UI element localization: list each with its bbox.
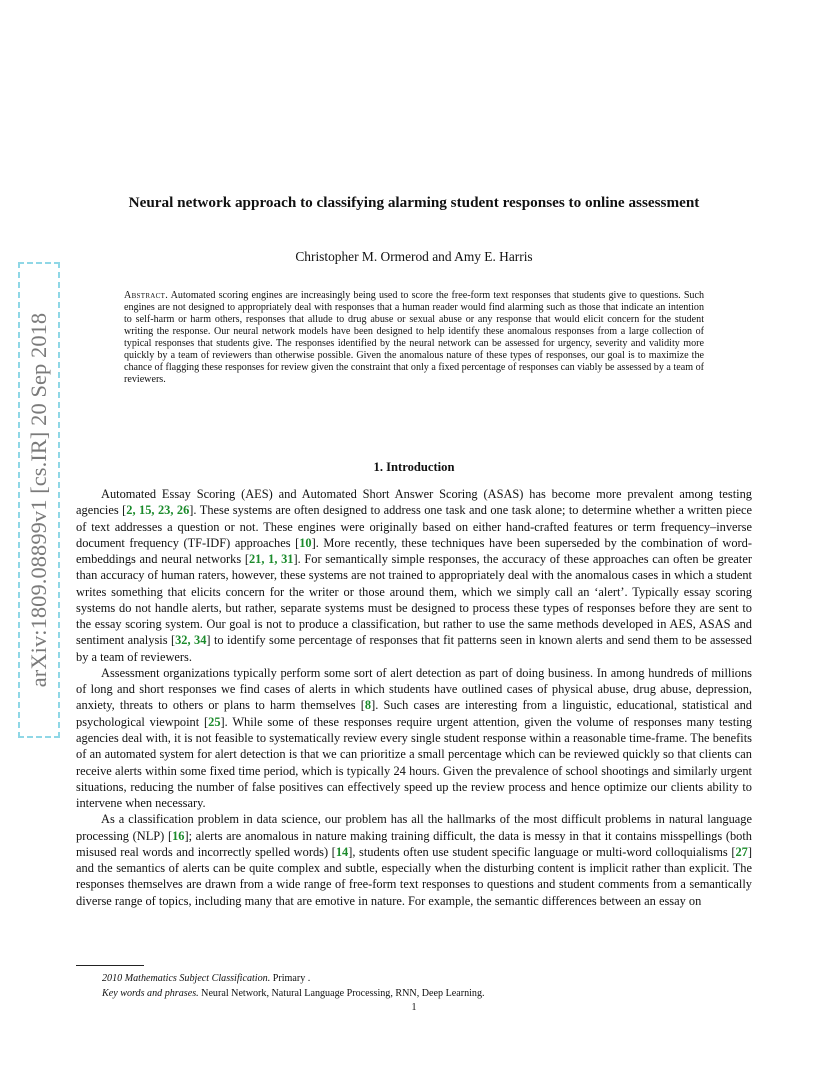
text-run: ]. These systems are often designed to address one task and one task alone; to determine whether a written piece of text addresses a question or not. These engines were originally based on either hand-crafted features or term frequency–inverse document frequency (TF-IDF) approaches [ [76, 503, 752, 550]
abstract-text: Automated scoring engines are increasingly being used to score the free-form text responses that students give to questions. Such engines are not designed to appropriately deal with responses that a human reader would find alarming such as those that indicate an intention to self-harm or harm others, responses that allude to drug abuse or sexual abuse or any response that would elicit concern for the student writing the response. Our neural network models have been designed to help identify these anomalous responses from a large collection of typical responses that students give. The responses identified by the neural network can be assessed for urgency, severity and validity more quickly by a team of reviewers than otherwise possible. Given the anomalous nature of these types of responses, our goal is to maximize the chance of flagging these responses for review given the constraint that only a fixed percentage of responses can viably be assessed by a team of reviewers. [124, 290, 705, 385]
paragraph-3 [76, 811, 752, 909]
text-run: ]. More recently, these techniques have been superseded by the combination of word-embeddings and neural networks [ [76, 535, 752, 567]
msc-label: 2010 Mathematics Subject Classification. [102, 973, 271, 984]
citation-link[interactable]: 14 [335, 844, 349, 859]
footnotes [76, 971, 752, 1001]
abstract [124, 290, 704, 386]
footnote-keywords [76, 986, 752, 1001]
body-text [76, 486, 752, 909]
text-run: Assessment organizations typically perform some sort of alert detection as part of doing business. In among hundreds of millions of long and short responses we find cases of alerts in which students have outlined cases of physical abuse, drug abuse, depression, anxiety, threats to others or plans to harm themselves [ [76, 665, 752, 713]
text-run: ]. For semantically simple responses, the accuracy of these approaches can often be greater than accuracy of human raters, however, these systems are not trained to appropriately deal with the anomalous cases in which a student writes something that elicits concern for the writer or those around them, which we simply call an ‘alert’. Typically essay scoring systems do not handle alerts, but rather, separate systems must be designed to process these types of responses before they are sent to the essay scoring system. Our goal is not to produce a classification, but rather to use the same methods developed in AES, ASAS and sentiment analysis [ [76, 552, 752, 648]
arxiv-identifier: arXiv:1809.08899v1 [cs.IR] 20 Sep 2018 [26, 312, 51, 688]
text-run: ]. Such cases are interesting from a linguistic, educational, statistical and psychological viewpoint [ [76, 698, 753, 729]
abstract-label: Abstract. [124, 290, 169, 301]
author-list: Christopher M. Ormerod and Amy E. Harris [295, 249, 533, 264]
text-run: ]; alerts are anomalous in nature making training difficult, the data is messy in that it contains misspellings (both misused real words and incorrectly spelled words) [ [76, 828, 752, 859]
paragraph-2 [76, 665, 752, 811]
paper-title: Neural network approach to classifying alarming student responses to online assessment [128, 194, 700, 211]
text-run: As a classification problem in data science, our problem has all the hallmarks of the most difficult problems in natural language processing (NLP) [ [76, 812, 752, 843]
page-number: 1 [411, 1002, 417, 1013]
text-run: ], students often use student specific language or multi-word colloquialisms [ [348, 844, 736, 859]
section-number: 1. [373, 460, 383, 474]
footnote-msc [76, 971, 752, 986]
citation-link[interactable]: 2, 15, 23, 26 [126, 503, 190, 518]
arxiv-stamp[interactable] [18, 262, 60, 738]
keywords-value: Neural Network, Natural Language Processing, RNN, Deep Learning. [198, 988, 485, 999]
section-title: Introduction [386, 460, 455, 474]
msc-value: Primary . [270, 973, 311, 984]
text-run: Automated Essay Scoring (AES) and Automated Short Answer Scoring (ASAS) has become more prevalent among testing agencies [ [76, 487, 752, 518]
paragraph-1 [76, 486, 752, 665]
text-run: ]. While some of these responses require urgent attention, given the volume of responses many testing agencies deal with, it is not feasible to systematically review every single student response within a reasonable time-frame. The benefits of an automated system for alert detection is that we can prioritize a small percentage which can be reviewed quickly so that clients can receive alerts within some fixed time period, which is typically 24 hours. Given the prevalence of school shootings and similarly urgent situations, reducing the number of false positives can effectively speed up the review process and hence optimize our clients ability to intervene when necessary. [76, 714, 753, 811]
footnote-rule [76, 965, 144, 966]
section-heading [100, 460, 728, 475]
citation-link[interactable]: 16 [172, 828, 185, 843]
citation-link[interactable]: 8 [364, 698, 372, 713]
citation-link[interactable]: 21, 1, 31 [248, 552, 294, 567]
citation-link[interactable]: 10 [299, 535, 312, 550]
keywords-label: Key words and phrases. [102, 988, 199, 999]
text-run: ] to identify some percentage of responses that fit patterns seen in known alerts and send them to be assessed by a team of reviewers. [76, 633, 753, 664]
text-run: ] and the semantics of alerts can be quite complex and subtle, especially when the disturbing content is implicit rather than explicit. The responses themselves are drawn from a wide range of free-form text responses to questions and student comments from a semantically diverse range of topics, including many that are emotive in nature. For example, the semantic differences between an essay on [76, 844, 752, 908]
citation-link[interactable]: 25 [208, 714, 221, 729]
citation-link[interactable]: 32, 34 [175, 633, 207, 648]
citation-link[interactable]: 27 [735, 844, 748, 859]
